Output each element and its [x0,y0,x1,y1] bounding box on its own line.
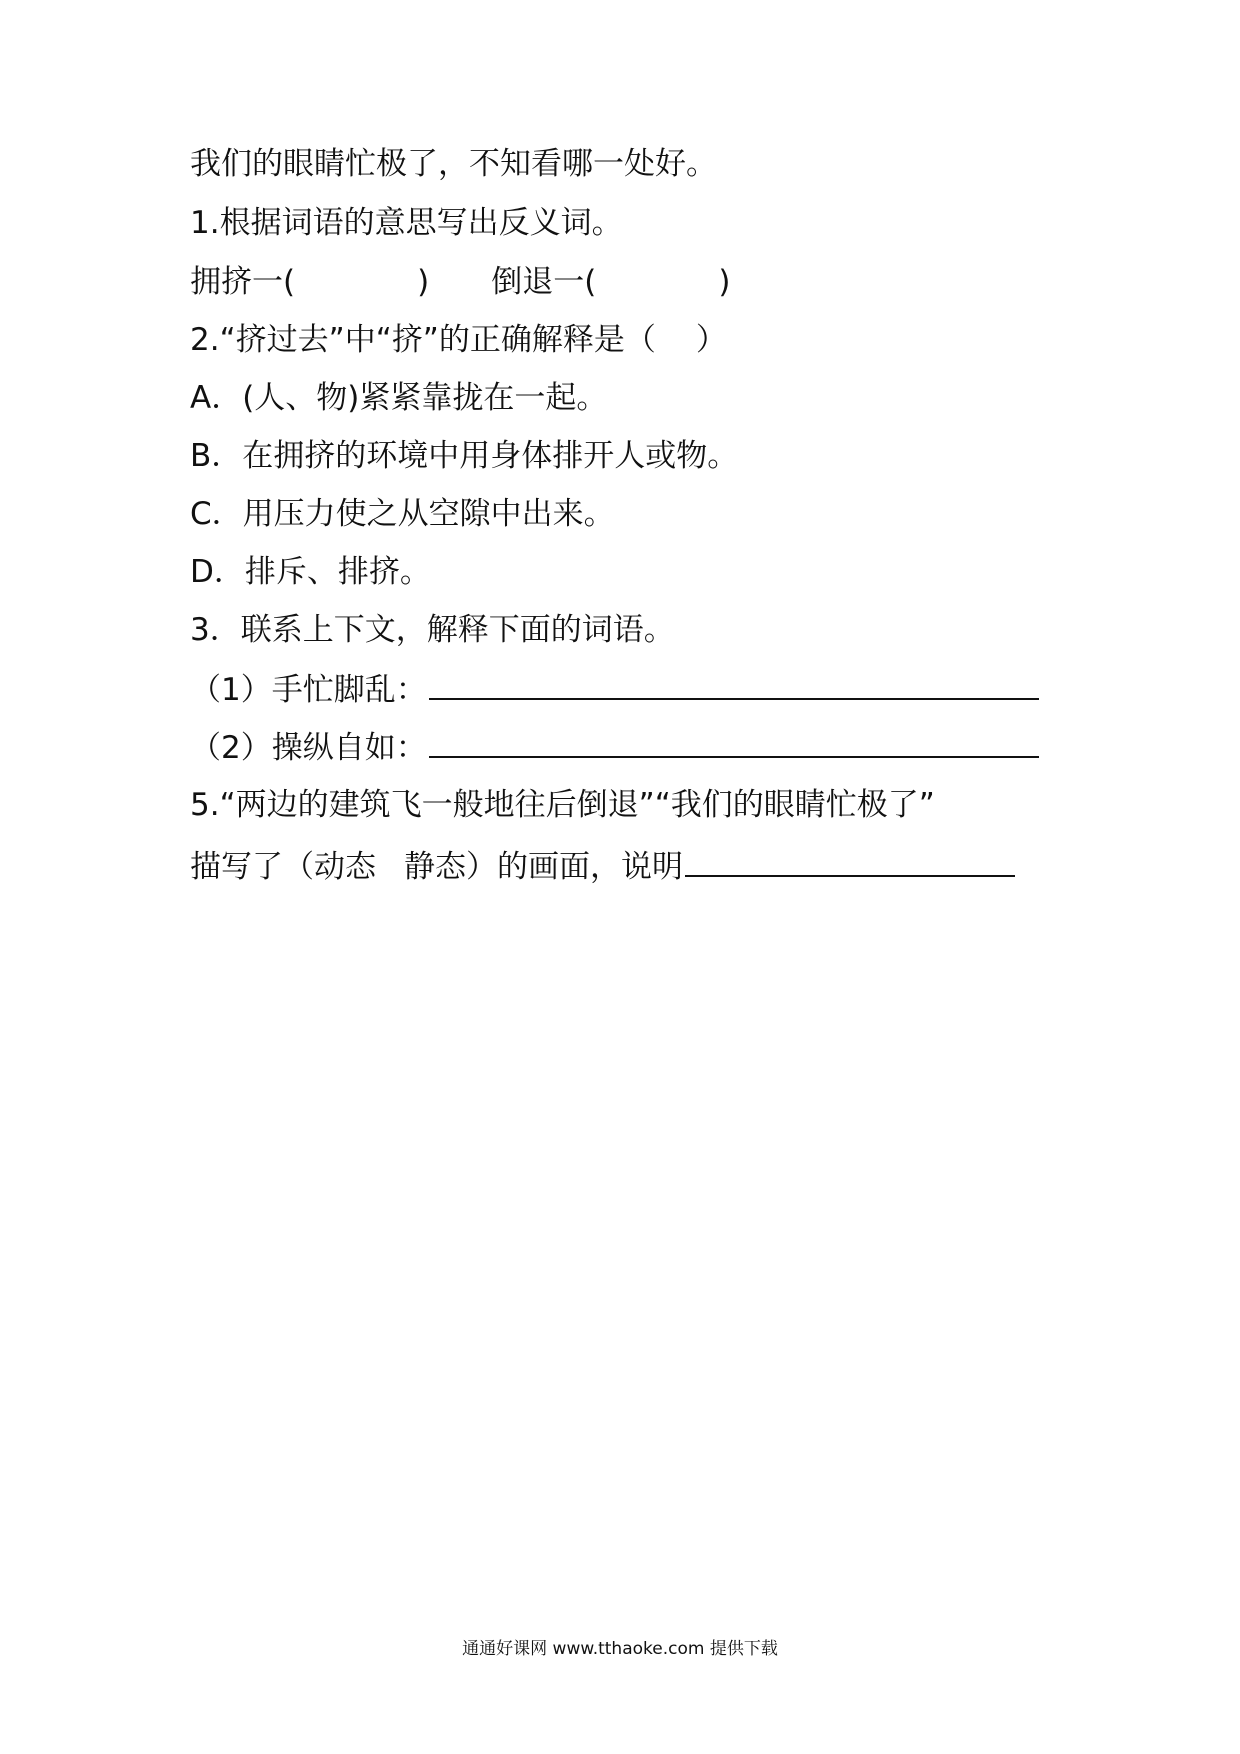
question-3-item-1-answer[interactable] [429,668,1039,700]
question-5-answer[interactable] [685,845,1015,877]
question-2-option-d: D．排斥、排挤。 [190,554,431,590]
question-2-option-a: A．(人、物)紧紧靠拢在一起。 [190,380,608,416]
question-3-item-2: （2）操纵自如： [190,726,1039,768]
passage-text: 我们的眼睛忙极了，不知看哪一处好。 [190,146,717,182]
question-1-prompt: 1.根据词语的意思写出反义词。 [190,205,623,241]
antonym-word-a: 拥挤一( [190,264,296,300]
question-5-line-2: 描写了（动态 静态）的画面，说明 [190,845,1015,887]
question-2-option-c: C．用压力使之从空隙中出来。 [190,496,615,532]
question-2-option-b: B．在拥挤的环境中用身体排开人或物。 [190,438,739,474]
question-5-prompt: 5.“两边的建筑飞一般地往后倒退”“我们的眼睛忙极了” [190,787,935,823]
antonym-word-b: 倒退一( [491,264,597,300]
question-3-item-2-answer[interactable] [429,726,1039,758]
question-2-prompt: 2.“挤过去”中“挤”的正确解释是（ ） [190,322,727,358]
question-3-item-1: （1）手忙脚乱： [190,668,1039,710]
footer-credit: 通通好课网 www.tthaoke.com 提供下载 [462,1639,778,1659]
question-1-antonyms: 拥挤一( ) 倒退一( ) [190,264,731,300]
question-3-prompt: 3．联系上下文，解释下面的词语。 [190,612,675,648]
